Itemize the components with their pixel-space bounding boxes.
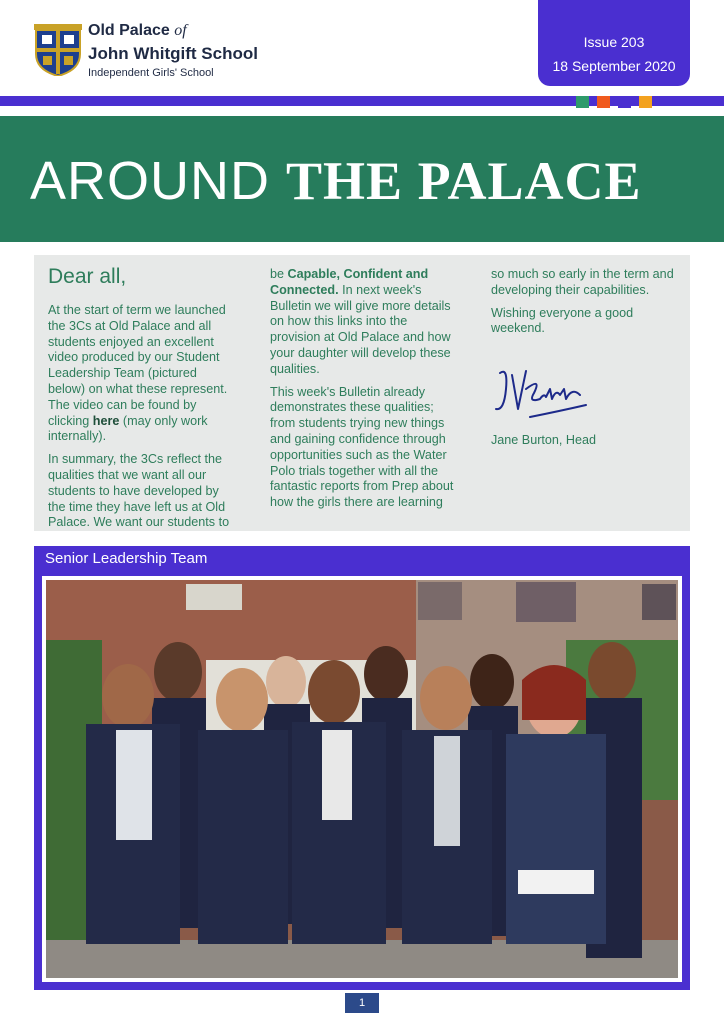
school-subtitle: Independent Girls' School: [88, 67, 214, 79]
accent-square-amber: [639, 96, 652, 108]
group-photo-image: [46, 580, 678, 978]
school-name-line1: Old Palace of: [88, 22, 187, 39]
signature-image: [490, 359, 600, 429]
accent-square-purple: [618, 96, 631, 108]
issue-date: 18 September 2020: [552, 58, 676, 74]
school-crest-icon: [34, 24, 82, 76]
letter-column-2: [270, 267, 460, 518]
letter-column-1: [48, 303, 234, 538]
masthead-bold: THE PALACE: [286, 151, 642, 211]
page-number: 1: [345, 993, 379, 1013]
letter-column-3: [491, 267, 681, 344]
video-link[interactable]: here: [92, 413, 120, 428]
letter-paragraph: be Capable, Confident and Connected. In next week's Bulletin we will give more details on how this links into the provision at Old Palace and how your daughter will develop these qualities.: [270, 267, 451, 376]
letter-greeting: Dear all,: [48, 265, 127, 288]
letter-paragraph: Wishing everyone a good weekend.: [491, 305, 634, 336]
header-rule: [0, 96, 724, 106]
issue-number: Issue 203: [583, 34, 645, 50]
letter-paragraph: In summary, the 3Cs reflect the qualities that we want all our students to have developed by the time they have left us at Old Palace. We want our students to: [48, 452, 230, 530]
slt-panel: [34, 546, 690, 990]
head-letter: [34, 255, 690, 531]
accent-square-orange: [597, 96, 610, 108]
masthead-light: AROUND: [30, 151, 271, 211]
issue-badge: [538, 0, 690, 86]
letter-paragraph: so much so early in the term and developing their capabilities.: [491, 267, 674, 297]
accent-square-green: [576, 96, 589, 108]
letter-paragraph: This week's Bulletin already demonstrates these qualities; from students trying new things and gaining confidence through opportunities such as the Water Polo trials together with all the fantastic reports from Prep about how the girls there are learning: [270, 384, 454, 510]
slt-photo: [42, 576, 682, 982]
masthead-title: [30, 150, 642, 212]
letter-paragraph: At the start of term we launched the 3Cs at Old Palace and all students enjoyed an excellent video produced by our Student Leadership Team (pictured below) on what these represent. The video can be found by clicking here (may only work internally).: [48, 303, 228, 444]
school-name-line2: John Whitgift School: [88, 44, 258, 63]
letter-signoff: Jane Burton, Head: [491, 433, 597, 447]
slt-title: Senior Leadership Team: [45, 550, 208, 567]
